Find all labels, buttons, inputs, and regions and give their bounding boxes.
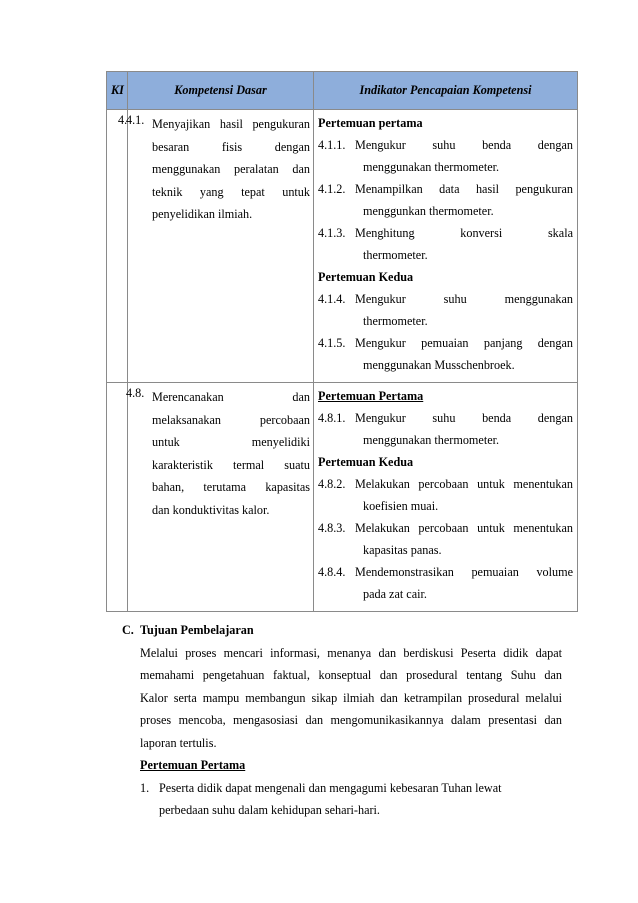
indicator-item bbox=[318, 178, 573, 200]
section-letter: C. bbox=[122, 623, 134, 637]
section-title-text: Tujuan Pembelajaran bbox=[140, 623, 254, 637]
indicator-item bbox=[318, 473, 573, 495]
indicator-text: Melakukan percobaan untuk menentukan bbox=[355, 521, 573, 535]
indicator-text-cont: menggunakan thermometer. bbox=[363, 433, 500, 447]
table-header-row bbox=[107, 72, 578, 110]
ki-number bbox=[107, 383, 127, 386]
kd-line: Merencanakan dan bbox=[152, 390, 310, 404]
kd-number: 4.8. bbox=[126, 386, 145, 400]
indicator-text-cont: koefisien muai. bbox=[363, 499, 439, 513]
kd-line: menggunakan peralatan dan bbox=[152, 162, 310, 176]
indicator-item bbox=[318, 561, 573, 583]
subheading: Pertemuan Pertama bbox=[140, 758, 246, 772]
meeting-title: Pertemuan Kedua bbox=[318, 455, 414, 469]
indicator-number: 4.8.1. bbox=[318, 411, 346, 425]
ki-cell bbox=[107, 383, 128, 612]
indicator-number: 4.1.5. bbox=[318, 336, 346, 350]
table-row bbox=[107, 110, 578, 383]
indicator-number: 4.1.1. bbox=[318, 138, 346, 152]
section-c bbox=[122, 619, 562, 822]
indicator-text-cont: pada zat cair. bbox=[363, 587, 427, 601]
table-row bbox=[107, 383, 578, 612]
indicator-text-cont: menggunakan thermometer. bbox=[363, 160, 500, 174]
indicator-text: Menghitung konversi skala bbox=[355, 226, 573, 240]
indicator-text: Mengukur suhu benda dengan bbox=[355, 411, 573, 425]
list-line: perbedaan suhu dalam kehidupan sehari-hari. bbox=[159, 803, 380, 817]
section-title bbox=[122, 619, 562, 642]
meeting-title: Pertemuan pertama bbox=[318, 116, 423, 130]
indicator-item bbox=[318, 288, 573, 310]
indicator-item bbox=[318, 222, 573, 244]
paragraph-line: memahami pengetahuan faktual, konseptual dan prosedural tentang Suhu dan bbox=[140, 668, 562, 682]
header-kompetensi-dasar: Kompetensi Dasar bbox=[128, 72, 314, 110]
meeting-title: Pertemuan Kedua bbox=[318, 270, 414, 284]
kd-line: melaksanakan percobaan bbox=[152, 412, 310, 427]
indicator-number: 4.8.2. bbox=[318, 477, 346, 491]
indicator-item bbox=[318, 517, 573, 539]
list-line: Peserta didik dapat mengenali dan mengagumi kebesaran Tuhan lewat bbox=[159, 780, 502, 795]
indicator-text-cont: thermometer. bbox=[363, 248, 428, 262]
indicator-cell bbox=[314, 110, 578, 383]
indicator-cell bbox=[314, 383, 578, 612]
indicator-number: 4.1.2. bbox=[318, 182, 346, 196]
ki-cell bbox=[107, 110, 128, 383]
indicator-item bbox=[318, 407, 573, 429]
indicator-text: Mengukur suhu benda dengan bbox=[355, 138, 573, 152]
kd-line: penyelidikan ilmiah. bbox=[152, 207, 253, 221]
indicator-text-cont: thermometer. bbox=[363, 314, 428, 328]
kd-line: teknik yang tepat untuk bbox=[152, 184, 310, 199]
kd-line: dan konduktivitas kalor. bbox=[152, 502, 270, 517]
meeting-title: Pertemuan Pertama bbox=[318, 389, 424, 403]
paragraph-line: Melalui proses mencari informasi, menanya dan berdiskusi Peserta didik dapat bbox=[140, 645, 562, 660]
paragraph-line: proses mencoba, mengasosiasi dan mengomunikasikannya dalam presentasi dan bbox=[140, 713, 562, 727]
kd-cell bbox=[128, 110, 314, 383]
header-ki: KI bbox=[107, 72, 128, 110]
indicator-text: Mengukur pemuaian panjang dengan bbox=[355, 336, 573, 350]
indicator-text-cont: kapasitas panas. bbox=[363, 543, 442, 557]
indicator-text: Melakukan percobaan untuk menentukan bbox=[355, 477, 573, 491]
indicator-text: Mendemonstrasikan pemuaian volume bbox=[355, 565, 573, 579]
indicator-text-cont: menggunkan thermometer. bbox=[363, 204, 494, 218]
kd-line: untuk menyelidiki bbox=[152, 435, 310, 449]
kd-text bbox=[152, 386, 310, 521]
kd-number: 4.1. bbox=[126, 113, 145, 127]
kd-line: Menyajikan hasil pengukuran bbox=[152, 117, 310, 131]
list-number: 1. bbox=[140, 780, 150, 795]
indicator-text: Menampilkan data hasil pengukuran bbox=[355, 182, 573, 196]
indicator-text: Mengukur suhu menggunakan bbox=[355, 292, 573, 306]
indicator-number: 4.1.3. bbox=[318, 226, 346, 240]
indicator-number: 4.8.3. bbox=[318, 521, 346, 535]
indicator-number: 4.1.4. bbox=[318, 292, 346, 306]
header-indikator: Indikator Pencapaian Kompetensi bbox=[314, 72, 578, 110]
paragraph-line: laporan tertulis. bbox=[140, 735, 217, 750]
kd-text bbox=[152, 113, 310, 226]
list-item bbox=[140, 777, 562, 822]
kd-cell bbox=[128, 383, 314, 612]
section-paragraph bbox=[140, 642, 562, 755]
indicator-item bbox=[318, 332, 573, 354]
kd-line: besaran fisis dengan bbox=[152, 139, 310, 154]
ki-number: 4. bbox=[118, 113, 128, 127]
indicator-item bbox=[318, 134, 573, 156]
kd-line: karakteristik termal suatu bbox=[152, 457, 310, 472]
indicator-number: 4.8.4. bbox=[318, 565, 346, 579]
paragraph-line: Kalor serta mampu membangun sikap ilmiah dan ketrampilan prosedural melalui bbox=[140, 690, 562, 705]
kd-line: bahan, terutama kapasitas bbox=[152, 480, 310, 494]
indicator-text-cont: menggunakan Musschenbroek. bbox=[363, 358, 515, 372]
competency-table bbox=[106, 71, 578, 612]
